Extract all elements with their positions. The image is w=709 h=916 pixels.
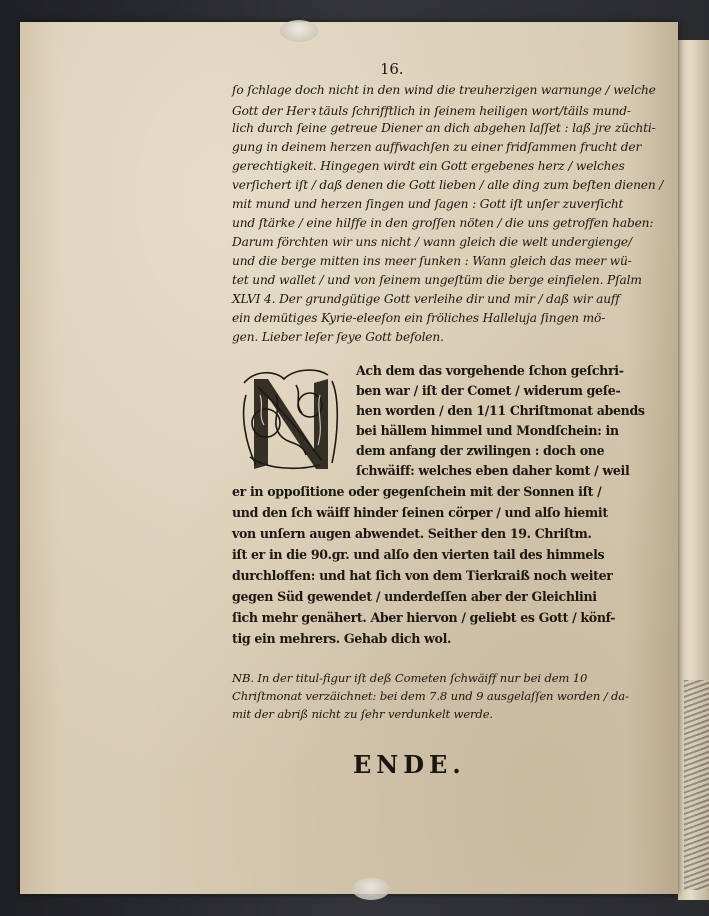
note-line: mit der abriß nicht zu ſehr verdunkelt werde. [232,707,493,721]
paragraph2-line: ſich mehr genähert. Aber hiervon / geliebt es Gott / könf- [232,610,616,625]
paragraph1-line: tet und wallet / und von ſeinem ungeſtüm die berge einfielen. Pſalm [232,273,642,287]
paragraph2-line: Ach dem das vorgehende ſchon geſchri- [356,363,624,378]
paragraph1-line: und ſtärke / eine hilffe in den groſſen nöten / die uns getroffen haben: [232,216,654,230]
paragraph2-line: ſchwäiff: welches eben daher komt / weil [356,463,630,478]
decorated-initial-n [236,365,352,475]
paragraph2-line: von unſern augen abwendet. Seither den 19. Chriſtm. [232,526,592,541]
paragraph1-line: lich durch ſeine getreue Diener an dich abgehen laſſet : laß jre züchti- [232,121,656,135]
page-number: 16. [380,60,404,78]
paragraph2-line: ben war / iſt der Comet / widerum geſe- [356,383,621,398]
paragraph1-line: verſichert iſt / daß denen die Gott lieben / alle ding zum beſten dienen / [232,178,664,192]
next-page-illustration-edge [684,680,709,890]
paragraph2-line: er in oppoſitione oder gegenſchein mit der Sonnen iſt / [232,484,602,499]
paragraph1-line: und die berge mitten ins meer ſunken : Wann gleich das meer wü- [232,254,632,268]
paragraph2-line: und den ſch wäiff hinder ſeinen cörper / und alſo hiemit [232,505,608,520]
paragraph1-line: Darum förchten wir uns nicht / wann gleich die welt undergienge/ [232,235,632,249]
paragraph1-line: gung in deinem herzen auffwachſen zu einer fridſammen frucht der [232,140,642,154]
paragraph1-line: mit mund und herzen ſingen und ſagen : Gott iſt unſer zuverſicht [232,197,624,211]
paragraph1-line: ſo ſchlage doch nicht in den wind die treuherzigen warnunge / welche [232,83,656,97]
paragraph1-line: XLVI 4. Der grundgütige Gott verleihe dir und mir / daß wir auff [232,292,620,306]
page-clip-bottom [352,878,390,900]
paragraph1-line: gerechtigkeit. Hingegen wirdt ein Gott ergebenes herz / welches [232,159,625,173]
paragraph2-line: tig ein mehrers. Gehab dich wol. [232,631,452,646]
note-line: NB. In der titul-figur iſt deß Cometen ſchwäiff nur bei dem 10 [232,671,588,685]
page-clip-top [280,20,318,42]
end-mark: ENDE. [353,750,466,779]
paragraph2-line: durchloffen: und hat ſich von dem Tierkraiß noch weiter [232,568,613,583]
paragraph1-line: gen. Lieber leſer ſeye Gott befolen. [232,330,444,344]
paragraph2-line: hen worden / den 1/11 Chriſtmonat abends [356,403,645,418]
paragraph2-line: gegen Süd gewendet / underdeſſen aber der Gleichlini [232,589,597,604]
note-line: Chriſtmonat verzäichnet: bei dem 7.8 und 9 ausgelaſſen worden / da- [232,689,629,703]
paragraph1-line: Gott der Herꝛ täuls ſchrifftlich in ſeinem heiligen wort/täils mund- [232,104,631,118]
paragraph2-line: iſt er in die 90.gr. und alſo den vierten tail des himmels [232,547,605,562]
paragraph2-line: dem anfang der zwilingen : doch one [356,443,605,458]
paragraph1-line: ein demütiges Kyrie-eleeſon ein fröliches Halleluja ſingen mö- [232,311,606,325]
paragraph2-line: bei hällem himmel und Mondſchein: in [356,423,619,438]
